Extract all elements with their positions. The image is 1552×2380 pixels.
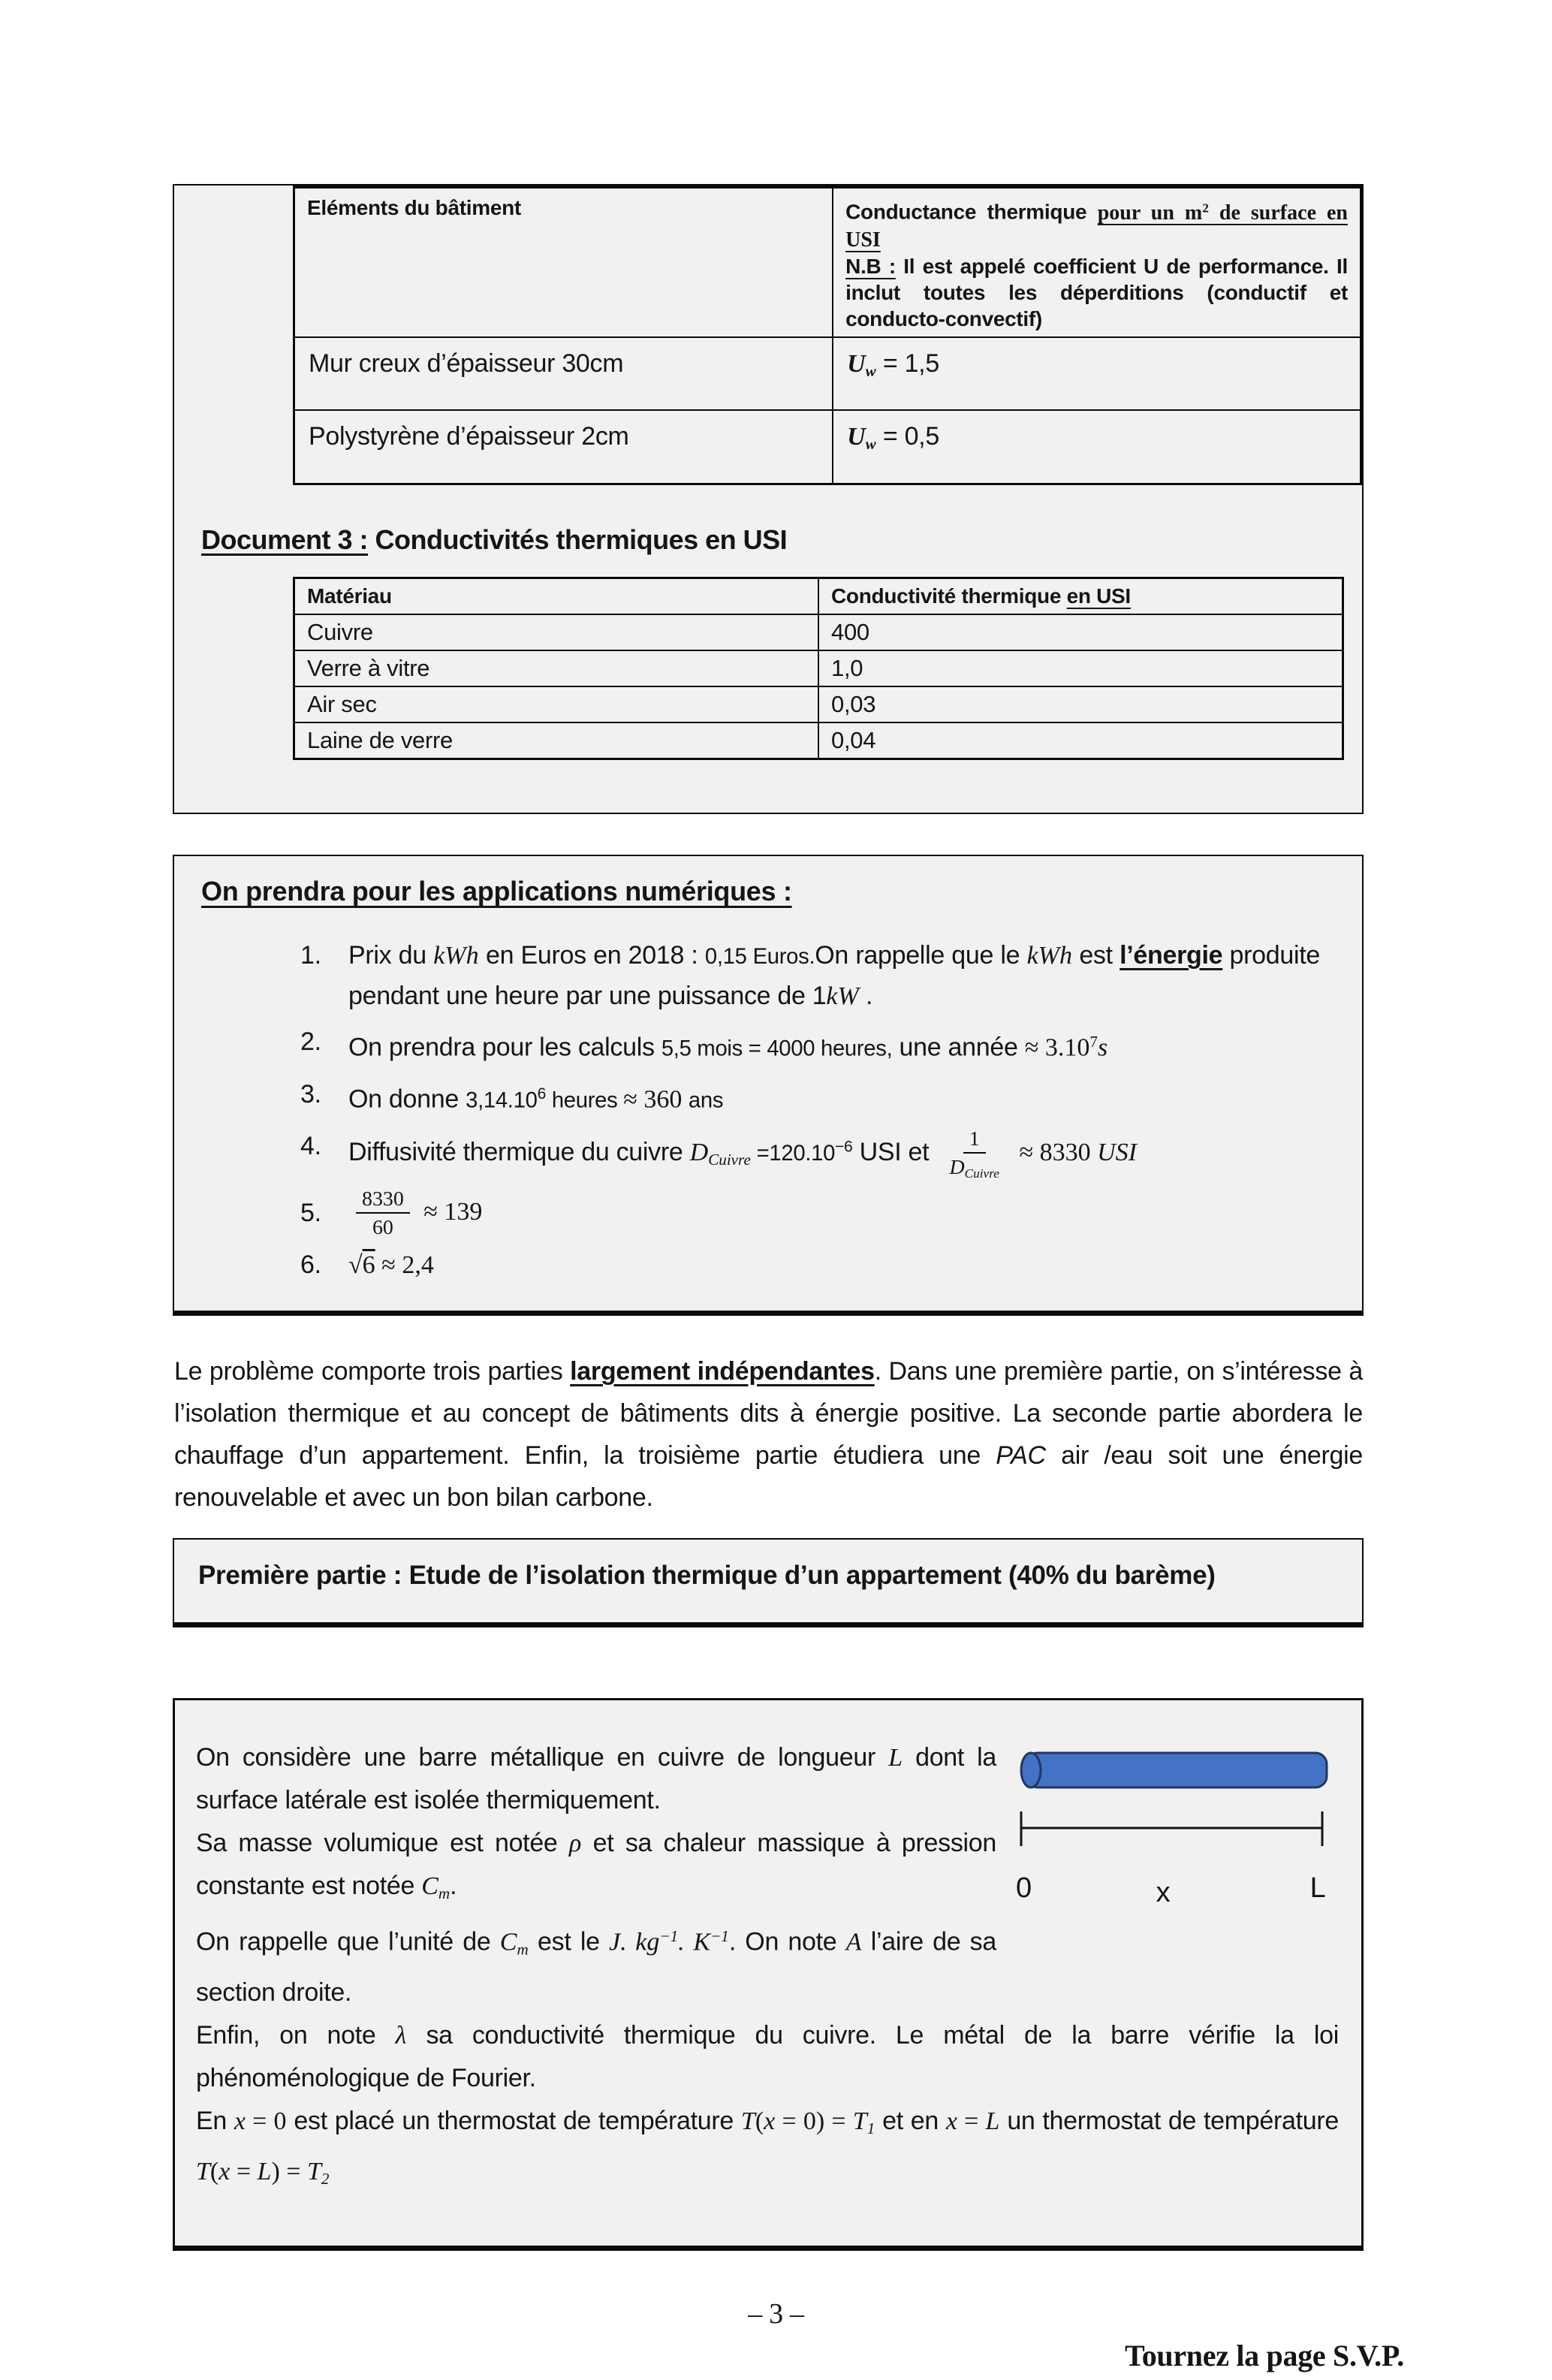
table-header-row bbox=[294, 187, 1361, 337]
list-item bbox=[300, 1245, 1320, 1285]
item-text: Prix du kWh en Euros en 2018 : 0,15 Euros.On rappelle que le kWh est l’énergie produite pendant une heure par une puissance de 1kW . bbox=[348, 941, 1321, 1011]
label-x: x bbox=[1156, 1877, 1171, 1909]
material-cell: Verre à vitre bbox=[294, 650, 819, 686]
problem-statement-panel bbox=[173, 1698, 1364, 2250]
bar-left-cap bbox=[1021, 1753, 1041, 1787]
table-row bbox=[294, 410, 1361, 484]
item-text: On donne 3,14.10$^6$ heures ≈ 360 ans bbox=[348, 1084, 724, 1114]
header-conductivite: Conductivité thermique en USI bbox=[818, 578, 1343, 615]
header-elements-du-batiment: Eléments du bâtiment bbox=[294, 187, 833, 337]
conductivity-table bbox=[293, 577, 1344, 760]
header-materiau: Matériau bbox=[294, 578, 819, 615]
part1-banner-text: Première partie : Etude de l’isolation thermique d’un appartement (40% du barème) bbox=[198, 1561, 1216, 1591]
document3-heading: Document 3 : Conductivités thermiques en USI bbox=[201, 524, 788, 556]
item-number: 3. bbox=[300, 1079, 321, 1109]
conductance-cell: $U_w = 1,5$ bbox=[833, 337, 1361, 411]
numerics-title: On prendra pour les applications numériques : bbox=[201, 876, 792, 907]
numeric-applications-panel bbox=[173, 855, 1364, 1316]
documents-panel bbox=[173, 184, 1364, 814]
turn-page-note: Tournez la page S.V.P. bbox=[1124, 2338, 1404, 2372]
part1-banner bbox=[173, 1538, 1364, 1627]
list-item bbox=[300, 1187, 1320, 1239]
label-end: L bbox=[1309, 1872, 1326, 1905]
item-text: $\frac{8330}{60}$ ≈ 139 bbox=[348, 1187, 1320, 1239]
table-row bbox=[294, 337, 1361, 411]
numerics-list bbox=[300, 936, 1320, 1285]
exam-page bbox=[0, 184, 1552, 2380]
item-number: 2. bbox=[300, 1027, 321, 1057]
conductance-cell: $U_w = 0,5$ bbox=[833, 410, 1361, 484]
item-number: 5. bbox=[300, 1199, 321, 1228]
table-row bbox=[294, 686, 1343, 722]
value-cell: 400 bbox=[818, 614, 1343, 650]
element-cell: Mur creux d’épaisseur 30cm bbox=[294, 337, 833, 411]
material-cell: Air sec bbox=[294, 686, 819, 722]
item-text: √6 ≈ 2,4 bbox=[348, 1251, 434, 1280]
item-text: Diffusivité thermique du cuivre $D_{Cuivre} =120.10^{-6}$ USI et $\frac{1}{D_{Cuivre}}$ ≈ 8330 USI bbox=[348, 1127, 1138, 1181]
table-row bbox=[294, 650, 1343, 686]
page-number: – 3 – bbox=[748, 2297, 804, 2330]
value-cell: 0,03 bbox=[818, 686, 1343, 722]
item-number: 1. bbox=[300, 941, 321, 970]
table-header-row bbox=[294, 578, 1343, 615]
intro-paragraph: Le problème comporte trois parties largement indépendantes. Dans une première partie, on s’intéresse à l’isolation thermique et au concept de bâtiments dits à énergie positive. La seconde partie abordera le chauffage d’un appartement. Enfin, la troisième partie étudiera une PAC air /eau soit une énergie renouvelable et avec un bon bilan carbone. bbox=[174, 1357, 1364, 1513]
material-cell: Laine de verre bbox=[294, 722, 819, 759]
label-origin: 0 bbox=[1016, 1872, 1032, 1905]
list-item bbox=[300, 1075, 1320, 1121]
header-conductance-thermique: Conductance thermique pour un $m^2$ de surface en USI N.B : Il est appelé coefficient U de performance. Il inclut toutes les déperditions (conductif et conducto-convectif) bbox=[833, 187, 1361, 337]
list-item bbox=[300, 1127, 1320, 1181]
material-cell: Cuivre bbox=[294, 614, 819, 650]
copper-bar-diagram bbox=[1014, 1741, 1339, 1930]
copper-bar bbox=[1026, 1753, 1327, 1787]
value-cell: 0,04 bbox=[818, 722, 1343, 759]
table-row bbox=[294, 614, 1343, 650]
value-cell: 1,0 bbox=[818, 650, 1343, 686]
building-elements-table bbox=[293, 186, 1362, 485]
item-number: 4. bbox=[300, 1131, 321, 1160]
item-number: 6. bbox=[300, 1250, 321, 1280]
element-cell: Polystyrène d’épaisseur 2cm bbox=[294, 410, 833, 484]
problem-statement-text: On considère une barre métallique en cuivre de longueur L dont la surface latérale est isolée thermiquement. Sa masse volumique est notée ρ et sa chaleur massique à pression constante est notée $C_m$. On rappelle que l’unité de $C_m$ est le J. $kg^{-1}$. $K^{-1}$. On note A l’aire de sa section droite. Enfin, on note λ sa conductivité thermique du cuivre. Le métal de la barre vérifie la loi phénoménologique de Fourier. En x = 0 est placé un thermostat de température $T(x = 0) = T_1$ et en x = L un thermostat de température $T(x = L) = T_2$ bbox=[196, 1743, 1339, 2188]
table-row bbox=[294, 722, 1343, 759]
list-item bbox=[300, 1022, 1320, 1069]
item-text: On prendra pour les calculs 5,5 mois = 4000 heures, une année ≈ $3.10^7s$ bbox=[348, 1033, 1108, 1062]
list-item bbox=[300, 936, 1320, 1016]
